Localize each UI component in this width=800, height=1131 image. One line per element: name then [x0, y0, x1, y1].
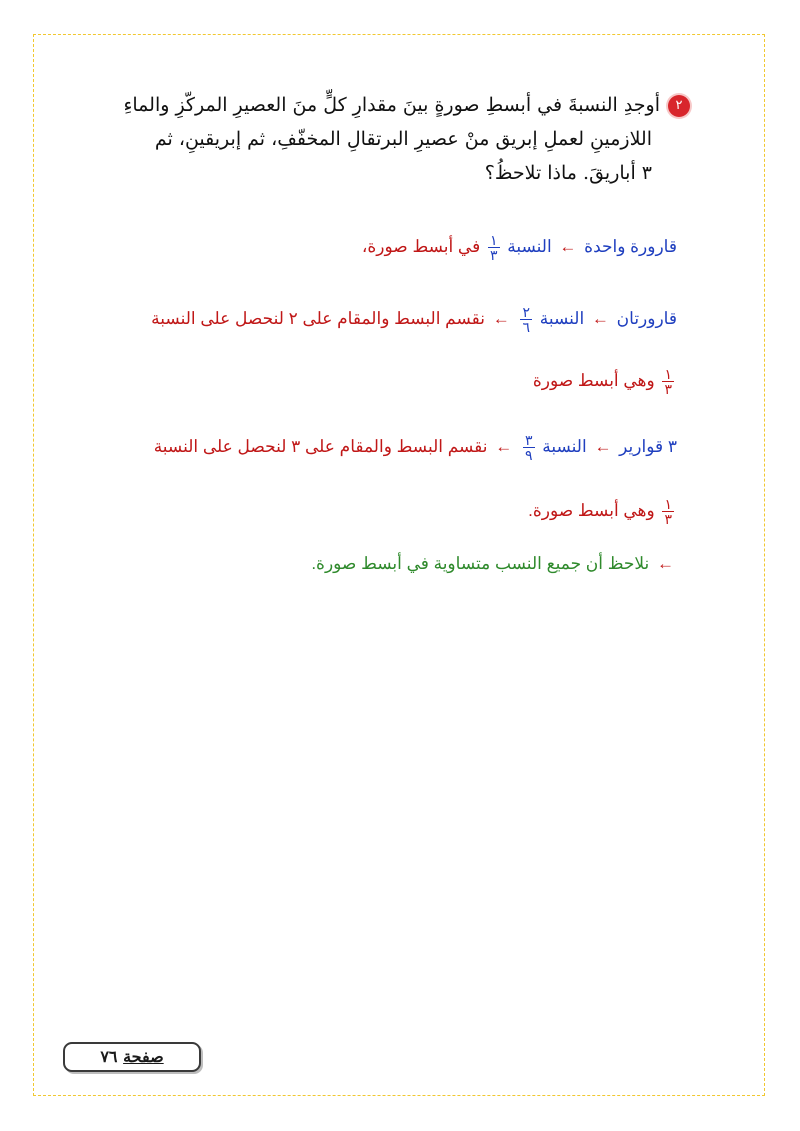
- row3-ratio-word: النسبة: [542, 436, 587, 456]
- row2-label: قارورتان: [616, 308, 677, 328]
- question-line-1: [90, 88, 690, 122]
- row2-ratio-word: النسبة: [539, 308, 585, 328]
- row3-tail: نقسم البسط والمقام على ٣ لنحصل على النسبة: [153, 436, 488, 456]
- answer-row-2: [151, 305, 677, 334]
- row3-label: ٣ قوارير: [619, 436, 677, 456]
- arrow-icon: ←: [594, 436, 612, 456]
- question-number-badge: ٢: [668, 95, 690, 117]
- answer-row-1: [362, 233, 677, 262]
- question-line-3: ٣ أباريقَ. ماذا تلاحظُ؟: [484, 162, 652, 184]
- row1-fraction: [488, 233, 500, 262]
- row1-ratio-word: النسبة: [507, 236, 552, 256]
- row3-result-numerator: ١: [664, 496, 672, 512]
- row3-frac-denominator: ٩: [524, 447, 533, 463]
- arrow-icon: ←: [492, 308, 510, 328]
- row1-tail: في أبسط صورة،: [361, 236, 481, 256]
- row2-fraction: [520, 305, 532, 334]
- row2-result-fraction: [662, 367, 674, 396]
- row2-frac-denominator: ٦: [522, 319, 530, 335]
- conclusion-row: [311, 554, 677, 574]
- conclusion-text: نلاحظ أن جميع النسب متساوية في أبسط صورة.: [311, 554, 650, 573]
- row1-label: قارورة واحدة: [584, 236, 677, 256]
- answer-row-2-result: [533, 367, 677, 396]
- arrow-icon: ←: [657, 554, 674, 573]
- row3-result-denominator: ٣: [664, 511, 672, 527]
- row3-fraction: [523, 433, 535, 462]
- row3-result-fraction: [662, 497, 674, 526]
- page-number: ٧٦: [100, 1047, 118, 1066]
- row3-result-text: وهي أبسط صورة.: [528, 500, 655, 520]
- arrow-icon: ←: [559, 236, 577, 256]
- question-line-2: اللازمينِ لعملِ إبريق منْ عصيرِ البرتقالِ المخفّفِ، ثم إبريقينِ، ثم: [154, 128, 652, 150]
- row2-result-numerator: ١: [664, 366, 672, 382]
- row2-result-text: وهي أبسط صورة: [532, 370, 655, 390]
- row2-tail: نقسم البسط والمقام على ٢ لنحصل على النسبة: [151, 308, 485, 328]
- arrow-icon: ←: [495, 436, 513, 456]
- page-word: صفحة: [123, 1047, 164, 1066]
- row1-frac-numerator: ١: [489, 232, 498, 248]
- arrow-icon: ←: [591, 308, 609, 328]
- row2-result-denominator: ٣: [664, 381, 672, 397]
- answer-row-3: [154, 433, 677, 462]
- question-block: [90, 88, 690, 190]
- answer-row-3-result: [528, 497, 677, 526]
- row1-frac-denominator: ٣: [489, 247, 498, 263]
- row3-frac-numerator: ٣: [524, 432, 533, 448]
- question-text-1: أوجدِ النسبةَ في أبسطِ صورةٍ بينَ مقدارِ كلٍّ منَ العصيرِ المركّزِ والماءِ: [123, 94, 660, 116]
- row2-frac-numerator: ٢: [522, 304, 530, 320]
- page-number-box: [63, 1042, 201, 1072]
